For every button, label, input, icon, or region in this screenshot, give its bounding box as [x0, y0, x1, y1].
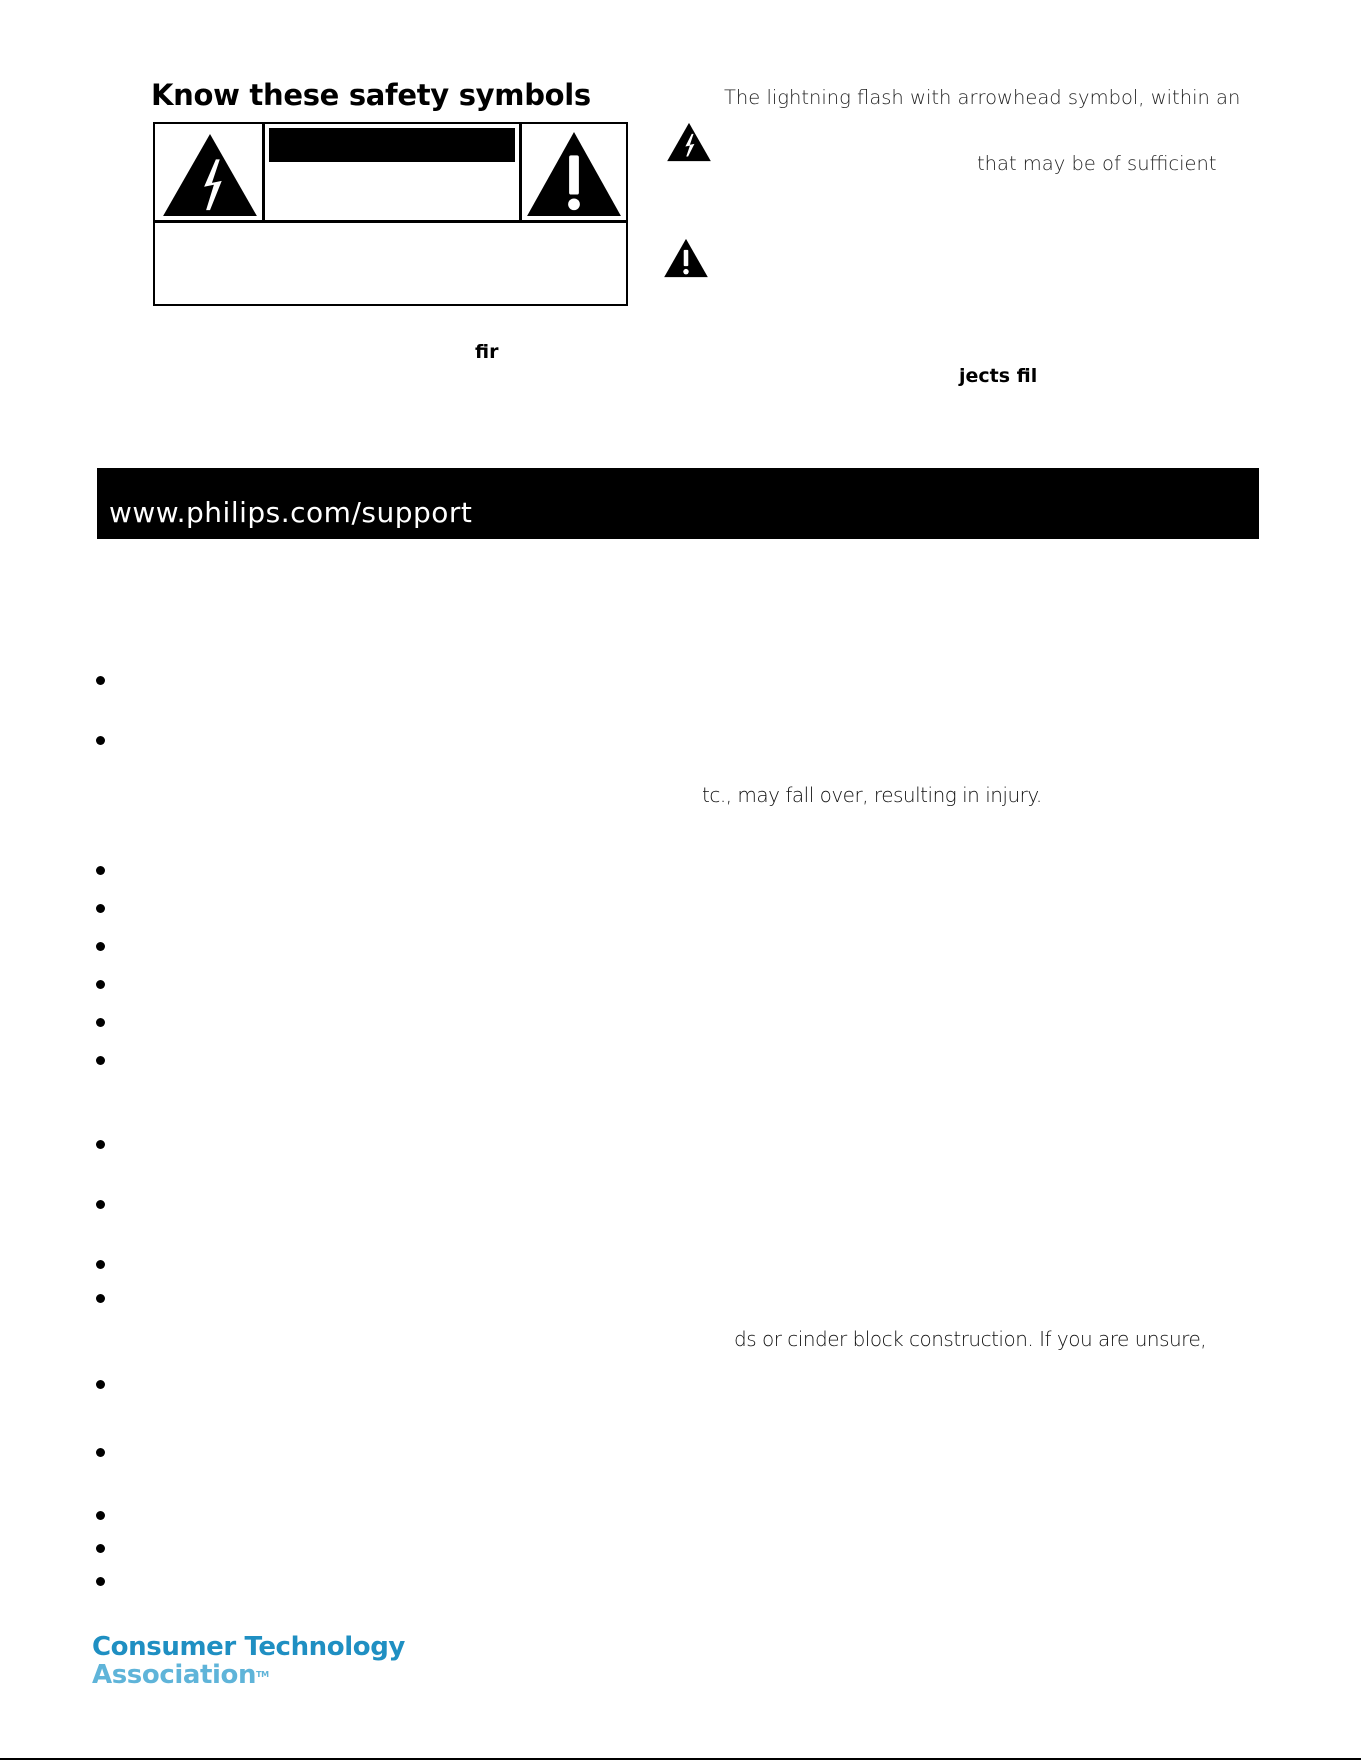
list-bullet: [96, 980, 105, 989]
list-bullet: [96, 1294, 105, 1303]
warning-box-divider: [155, 220, 626, 223]
list-bullet: [96, 1577, 105, 1586]
support-banner: [97, 468, 1259, 539]
exclamation-symbol-icon: [663, 238, 709, 278]
lightning-warning-icon: [161, 132, 259, 218]
list-bullet: [96, 904, 105, 913]
cta-logo-line2: [92, 1661, 405, 1689]
list-bullet: [96, 1544, 105, 1553]
warning-text-fragment: fir: [475, 341, 499, 363]
list-bullet: [96, 1511, 105, 1520]
list-bullet: [96, 1140, 105, 1149]
lightning-symbol-icon: [666, 122, 712, 162]
warning-box-divider: [262, 124, 265, 220]
page-bottom-rule: [0, 1758, 1361, 1760]
list-bullet: [96, 1260, 105, 1269]
cta-logo: [92, 1633, 405, 1689]
trademark-mark: TM: [256, 1670, 269, 1679]
list-bullet: [96, 866, 105, 875]
warning-text-fragment: jects fil: [959, 365, 1038, 387]
list-bullet: [96, 1380, 105, 1389]
cta-logo-line1: Consumer Technology: [92, 1632, 405, 1662]
exclamation-warning-icon: [525, 130, 623, 218]
list-bullet: [96, 1056, 105, 1065]
list-bullet: [96, 736, 105, 745]
warning-box-divider: [519, 124, 522, 220]
safety-symbols-heading: Know these safety symbols: [151, 78, 591, 112]
lightning-symbol-description-cont: that may be of sufficient: [977, 152, 1217, 175]
warning-label-box: [153, 122, 628, 306]
support-link[interactable]: www.philips.com/support: [109, 496, 473, 529]
list-bullet: [96, 1018, 105, 1027]
warning-box-header-bar: [269, 128, 515, 162]
list-bullet: [96, 1200, 105, 1209]
list-text-fragment: ds or cinder block construction. If you are unsure,: [734, 1327, 1207, 1351]
list-text-fragment: tc., may fall over, resulting in injury.: [702, 783, 1042, 807]
cta-logo-line2-text: Association: [92, 1660, 257, 1690]
list-bullet: [96, 942, 105, 951]
list-bullet: [96, 676, 105, 685]
lightning-symbol-description: The lightning flash with arrowhead symbol, within an: [724, 86, 1241, 109]
list-bullet: [96, 1448, 105, 1457]
